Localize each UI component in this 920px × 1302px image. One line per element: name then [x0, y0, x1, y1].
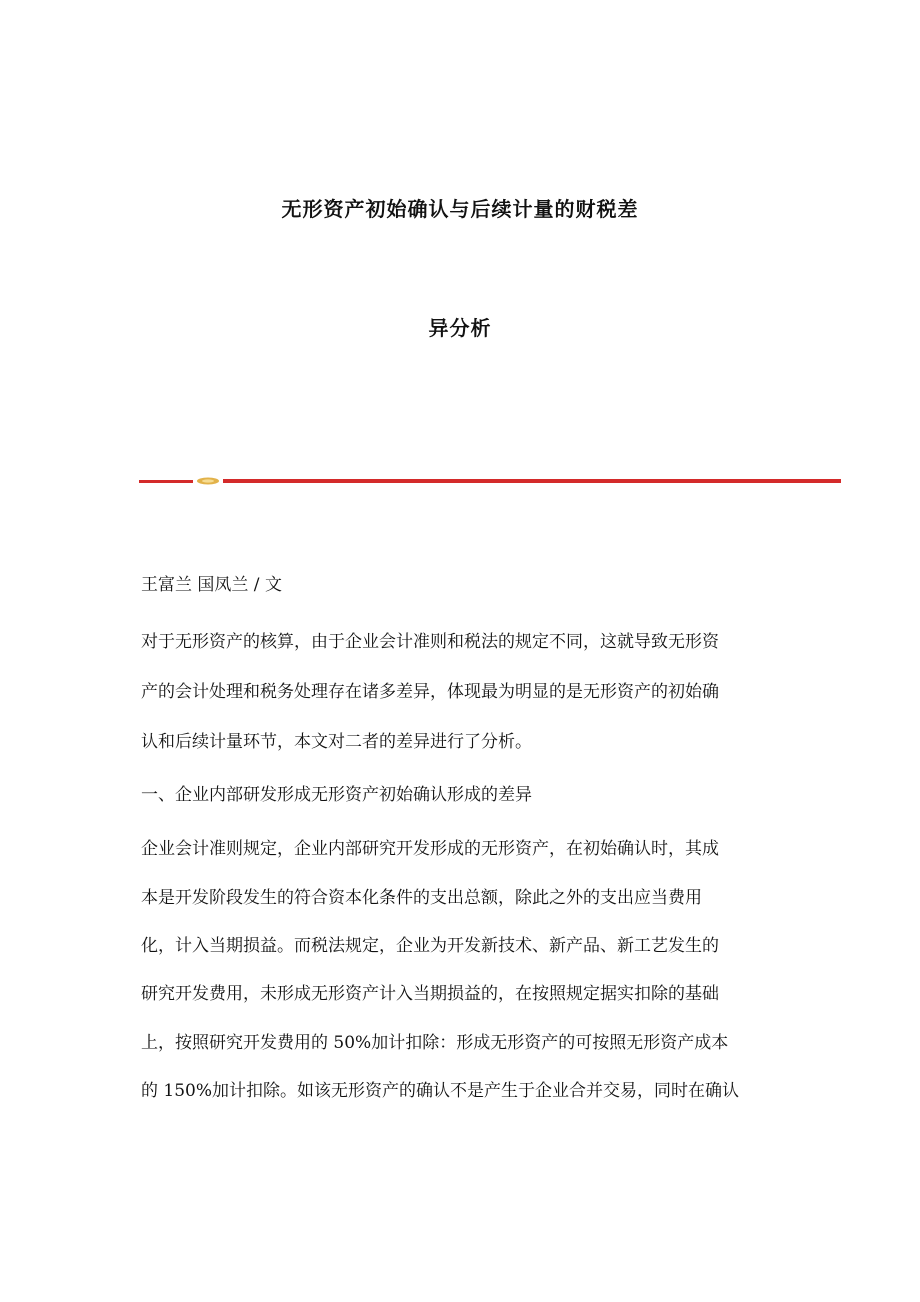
- paragraph-line: 本是开发阶段发生的符合资本化条件的支出总额，除此之外的支出应当费用: [141, 888, 702, 908]
- author-byline: 王富兰 国凤兰 / 文: [141, 575, 282, 595]
- paragraph-line: 上，按照研究开发费用的 50%加计扣除：形成无形资产的可按照无形资产成本: [141, 1033, 729, 1053]
- paragraph-line: 产的会计处理和税务处理存在诸多差异，体现最为明显的是无形资产的初始确: [141, 682, 719, 702]
- section-heading-1: 一、企业内部研发形成无形资产初始确认形成的差异: [141, 785, 532, 805]
- paragraph-line: 对于无形资产的核算，由于企业会计准则和税法的规定不同，这就导致无形资: [141, 632, 719, 652]
- title-line-2: 异分析: [428, 316, 492, 340]
- divider-bar-left: [139, 480, 193, 483]
- paragraph-line: 认和后续计量环节，本文对二者的差异进行了分析。: [141, 732, 532, 752]
- divider-bar-right: [223, 479, 841, 483]
- paragraph-line: 研究开发费用，未形成无形资产计入当期损益的，在按照规定据实扣除的基础: [141, 984, 719, 1004]
- paragraph-line: 的 150%加计扣除。如该无形资产的确认不是产生于企业合并交易，同时在确认: [141, 1081, 740, 1101]
- paragraph-line: 化，计入当期损益。而税法规定，企业为开发新技术、新产品、新工艺发生的: [141, 936, 719, 956]
- title-line-1: 无形资产初始确认与后续计量的财税差: [281, 197, 639, 221]
- title-divider: [139, 476, 841, 486]
- divider-ornament-icon: [196, 476, 220, 486]
- paragraph-line: 企业会计准则规定，企业内部研究开发形成的无形资产，在初始确认时，其成: [141, 839, 719, 859]
